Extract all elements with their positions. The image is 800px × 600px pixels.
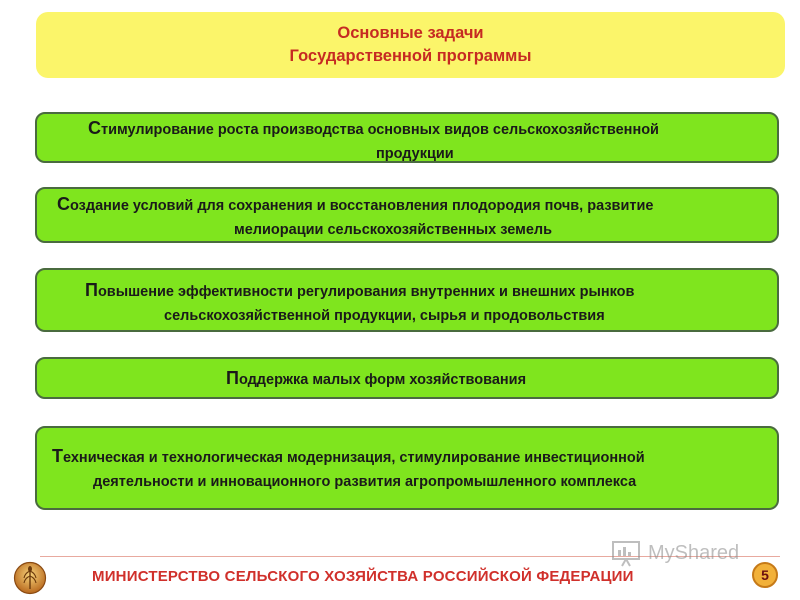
watermark	[610, 538, 770, 568]
task-1-text-1: тимулирование роста производства основных видов сельскохозяйственной	[101, 122, 659, 138]
task-4-text-1: оддержка малых форм хозяйствования	[238, 372, 527, 388]
task-box-4	[35, 357, 779, 399]
task-2-line-1	[37, 192, 777, 218]
slide-title-box	[36, 12, 785, 78]
task-3-line-1	[37, 278, 777, 304]
task-box-5	[35, 426, 779, 510]
page-number: 5	[761, 567, 769, 583]
wheat-emblem-icon	[13, 561, 47, 595]
task-1-line-2: продукции	[376, 146, 454, 162]
task-5-line-1	[37, 444, 777, 470]
slide-title-line-2: Государственной программы	[289, 47, 532, 65]
ministry-name: МИНИСТЕРСТВО СЕЛЬСКОГО ХОЗЯЙСТВА РОССИЙСКОЙ ФЕДЕРАЦИИ	[92, 568, 634, 585]
task-2-line-2: мелиорации сельскохозяйственных земель	[234, 222, 553, 238]
task-3-line-2: сельскохозяйственной продукции, сырья и продовольствия	[164, 308, 605, 324]
task-2-initial: С	[57, 194, 70, 214]
task-5-line-2: деятельности и инновационного развития агропромышленного комплекса	[93, 474, 637, 490]
task-5-text-1: ехническая и технологическая модернизация, стимулирование инвестиционной	[63, 450, 645, 466]
watermark-text: MyShared	[648, 541, 740, 564]
task-box-3	[35, 268, 779, 332]
page-number-badge	[752, 562, 778, 588]
slide-title-line-1: Основные задачи	[337, 24, 484, 42]
task-1-initial: С	[88, 118, 101, 138]
task-3-text-1: овышение эффективности регулирования внутренних и внешних рынков	[97, 284, 635, 300]
task-box-1	[35, 112, 779, 163]
task-3-initial: П	[85, 280, 98, 300]
task-1-line-1	[37, 116, 777, 142]
task-2-text-1: оздание условий для сохранения и восстановления плодородия почв, развитие	[70, 198, 654, 214]
task-5-initial: Т	[52, 446, 63, 466]
presentation-board-icon	[610, 539, 644, 567]
task-4-line-1	[37, 366, 777, 392]
task-4-initial: П	[226, 368, 239, 388]
task-box-2	[35, 187, 779, 243]
